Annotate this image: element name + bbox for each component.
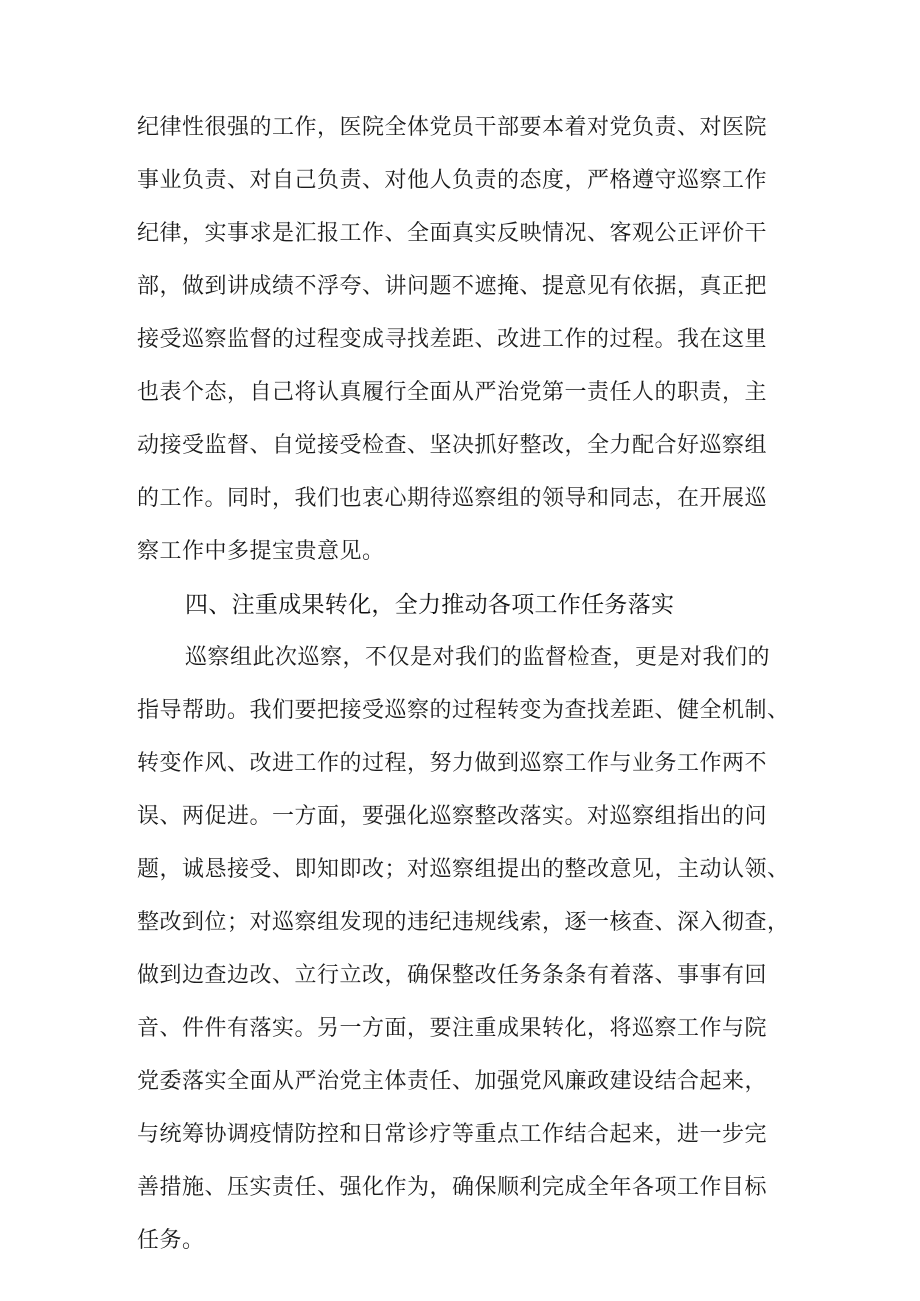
paragraph-2-line: 巡察组此次巡察，不仅是对我们的监督检查，更是对我们的 <box>185 645 771 670</box>
paragraph-2-line: 任务。 <box>137 1228 205 1253</box>
paragraph-2-line: 题，诚恳接受、即知即改；对巡察组提出的整改意见，主动认领、 <box>137 857 790 882</box>
paragraph-1-line: 察工作中多提宝贵意见。 <box>137 539 385 564</box>
paragraph-2-line: 转变作风、改进工作的过程，努力做到巡察工作与业务工作两不 <box>137 751 768 776</box>
paragraph-1-line: 接受巡察监督的过程变成寻找差距、改进工作的过程。我在这里 <box>137 327 768 352</box>
paragraph-2-line: 做到边查边改、立行立改，确保整改任务条条有着落、事事有回 <box>137 963 768 988</box>
paragraph-2-line: 与统筹协调疫情防控和日常诊疗等重点工作结合起来，进一步完 <box>137 1122 768 1147</box>
paragraph-2-line: 音、件件有落实。另一方面，要注重成果转化，将巡察工作与院 <box>137 1016 768 1041</box>
section-heading: 四、注重成果转化，全力推动各项工作任务落实 <box>185 592 675 618</box>
paragraph-1-line: 也表个态，自己将认真履行全面从严治党第一责任人的职责，主 <box>137 380 768 405</box>
paragraph-2-line: 整改到位；对巡察组发现的违纪违规线索，逐一核查、深入彻查， <box>137 910 790 935</box>
paragraph-1-line: 纪律性很强的工作，医院全体党员干部要本着对党负责、对医院 <box>137 115 768 140</box>
paragraph-1-line: 部，做到讲成绩不浮夸、讲问题不遮掩、提意见有依据，真正把 <box>137 274 768 299</box>
paragraph-2-line: 误、两促进。一方面，要强化巡察整改落实。对巡察组指出的问 <box>137 804 768 829</box>
paragraph-1-line: 事业负责、对自己负责、对他人负责的态度，严格遵守巡察工作 <box>137 168 768 193</box>
paragraph-1-line: 的工作。同时，我们也衷心期待巡察组的领导和同志，在开展巡 <box>137 486 768 511</box>
paragraph-2-line: 指导帮助。我们要把接受巡察的过程转变为查找差距、健全机制、 <box>137 698 790 723</box>
paragraph-2-line: 善措施、压实责任、强化作为，确保顺利完成全年各项工作目标 <box>137 1175 768 1200</box>
paragraph-1-line: 动接受监督、自觉接受检查、坚决抓好整改，全力配合好巡察组 <box>137 433 768 458</box>
paragraph-1-line: 纪律，实事求是汇报工作、全面真实反映情况、客观公正评价干 <box>137 221 768 246</box>
paragraph-2-line: 党委落实全面从严治党主体责任、加强党风廉政建设结合起来， <box>137 1069 768 1094</box>
